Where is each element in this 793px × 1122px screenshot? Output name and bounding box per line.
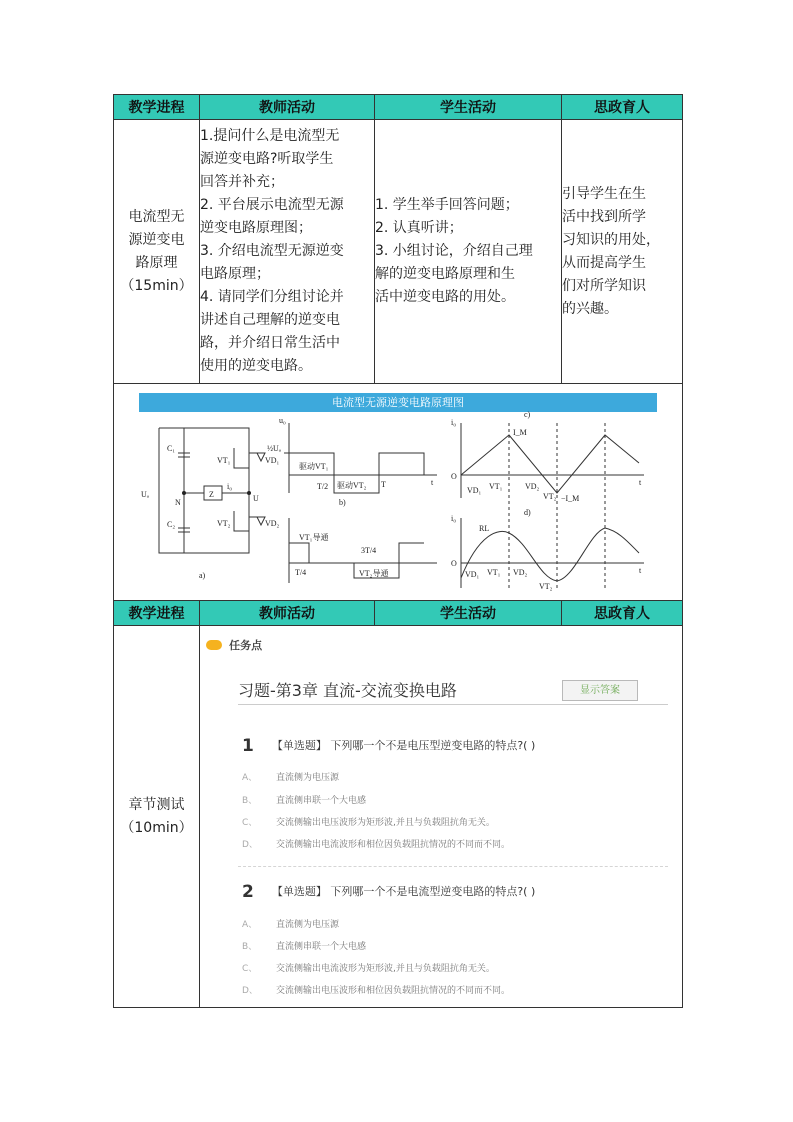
teacher-line: 2. 平台展示电流型无源	[200, 197, 344, 213]
option-b[interactable]	[242, 939, 366, 952]
stage-line: （10min）	[120, 819, 193, 836]
stage-line: 章节测试	[128, 796, 185, 813]
circuit-u-label: U	[253, 494, 259, 503]
plot-e-vt2: VT₂	[539, 582, 553, 591]
option-text: 交流侧输出电流波形和相位因负载阻抗情况的不同而不同。	[276, 840, 511, 850]
option-text: 交流侧输出电流波形为矩形波,并且与负载阻抗角无关。	[276, 964, 495, 974]
plot-e-axis-y: i₀	[451, 514, 457, 523]
quiz-title-row	[238, 678, 668, 705]
plot-e-vd1: VD₁	[465, 570, 480, 579]
option-text: 直流侧串联一个大电感	[276, 796, 367, 806]
circuit-c1-label: C₁	[167, 444, 176, 453]
question-divider	[238, 866, 668, 867]
option-letter: A、	[242, 920, 258, 930]
lesson-plan-table	[113, 94, 683, 1008]
circuit-ud-label: Uₐ	[141, 490, 149, 499]
stage-line: 路原理	[135, 254, 178, 271]
teacher-line: 使用的逆变电路。	[200, 358, 312, 374]
teacher-line: 1.提问什么是电流型无	[200, 128, 340, 144]
teacher-line: 电路原理；	[200, 266, 270, 282]
question-text: 【单选题】 下列哪一个不是电流型逆变电路的特点?( )	[271, 885, 536, 898]
option-d[interactable]	[242, 837, 510, 850]
circuit-n-label: N	[175, 498, 181, 507]
student-line: 2. 认真听讲；	[375, 220, 463, 236]
circuit-vt1-label: VT₁	[217, 456, 231, 465]
plot-b-t-half: T/2	[317, 482, 329, 491]
question-text: 【单选题】 下列哪一个不是电压型逆变电路的特点?( )	[271, 739, 536, 752]
plot-c-vt2: VT₂	[543, 492, 557, 501]
plot-c-neg-im: −I_M	[561, 494, 580, 503]
stage-line: （15min）	[120, 277, 193, 294]
chapter-quiz-cell	[200, 626, 683, 1008]
plot-d-t-quarter: T/4	[295, 568, 307, 577]
header-teacher: 教师活动	[200, 95, 375, 120]
plot-d-vt1-on: VT₁导通	[299, 533, 329, 542]
circuit-z-label: Z	[209, 490, 214, 499]
circuit-a-label: a)	[199, 571, 206, 580]
option-c[interactable]	[242, 815, 495, 828]
plot-b-label: b)	[339, 498, 346, 507]
plot-d-vt2-on: VT₂导通	[359, 569, 389, 578]
plot-e-label: d)	[524, 508, 531, 517]
option-letter: D、	[242, 986, 258, 996]
ideology-cell	[562, 120, 683, 384]
quiz-screenshot	[206, 634, 674, 996]
option-b[interactable]	[242, 793, 366, 806]
teacher-line: 逆变电路原理图；	[200, 220, 312, 236]
task-point-icon	[206, 640, 222, 650]
ideology-line: 们对所学知识	[562, 277, 646, 294]
teacher-activity-cell	[200, 120, 375, 384]
option-a[interactable]	[242, 770, 339, 783]
teacher-line: 讲述自己理解的逆变电	[200, 312, 340, 328]
plot-b-half-ud: ½Uₐ	[267, 444, 281, 453]
student-line: 3. 小组讨论，介绍自己理	[375, 243, 533, 259]
option-letter: B、	[242, 942, 258, 952]
header-student: 学生活动	[375, 601, 562, 626]
question-number: 1	[242, 736, 254, 756]
inverter-diagram	[139, 393, 657, 591]
plot-c-im: I_M	[513, 428, 527, 437]
figure-title: 电流型无源逆变电路原理图	[139, 393, 657, 412]
table-row	[114, 120, 683, 384]
option-a[interactable]	[242, 917, 339, 930]
teacher-line: 源逆变电路?听取学生	[200, 151, 334, 167]
teacher-line: 回答并补充；	[200, 174, 284, 190]
plot-b-t-full: T	[381, 480, 386, 489]
plot-e-vt1: VT₁	[487, 568, 501, 577]
plot-b-drive2: 驱动VT₂	[337, 481, 367, 490]
option-text: 直流侧串联一个大电感	[276, 942, 367, 952]
plot-e-vd2: VD₂	[513, 568, 528, 577]
option-c[interactable]	[242, 961, 495, 974]
plot-c-axis-y: i₀	[451, 418, 457, 427]
circuit-vd1-label: VD₁	[265, 456, 280, 465]
plot-c-vd1: VD₁	[467, 486, 482, 495]
option-d[interactable]	[242, 983, 510, 996]
option-letter: A、	[242, 773, 258, 783]
header-student: 学生活动	[375, 95, 562, 120]
student-line: 活中逆变电路的用处。	[375, 289, 515, 305]
table-row	[114, 626, 683, 1008]
stage-cell	[114, 626, 200, 1008]
circuit-vd2-label: VD₂	[265, 519, 280, 528]
ideology-line: 活中找到所学	[562, 208, 646, 225]
student-line: 1. 学生举手回答问题；	[375, 197, 519, 213]
plot-e-origin: O	[451, 559, 457, 568]
option-text: 交流侧输出电压波形和相位因负载阻抗情况的不同而不同。	[276, 986, 511, 996]
option-text: 直流侧为电压源	[276, 773, 340, 783]
teacher-line: 路，并介绍日常生活中	[200, 335, 340, 351]
header-stage: 教学进程	[114, 601, 200, 626]
option-letter: B、	[242, 796, 258, 806]
option-letter: C、	[242, 964, 258, 974]
figure-row	[114, 384, 683, 601]
header-ideology: 思政育人	[562, 601, 683, 626]
plot-b-axis-t: t	[431, 478, 434, 487]
ideology-line: 的兴趣。	[562, 300, 618, 317]
circuit-vt2-label: VT₂	[217, 519, 231, 528]
plot-e-rl: RL	[479, 524, 490, 533]
ideology-line: 习知识的用处，	[562, 231, 660, 248]
table-header-row	[114, 601, 683, 626]
plot-c-label: c)	[524, 410, 531, 419]
option-letter: C、	[242, 818, 258, 828]
teacher-line: 3. 介绍电流型无源逆变	[200, 243, 344, 259]
option-letter: D、	[242, 840, 258, 850]
header-stage: 教学进程	[114, 95, 200, 120]
student-line: 解的逆变电路原理和生	[375, 266, 515, 282]
stage-cell	[114, 120, 200, 384]
stage-line: 源逆变电	[128, 231, 185, 248]
plot-c-vt1: VT₁	[489, 482, 503, 491]
header-ideology: 思政育人	[562, 95, 683, 120]
teacher-line: 4. 请同学们分组讨论并	[200, 289, 344, 305]
header-teacher: 教师活动	[200, 601, 375, 626]
quiz-title: 习题-第3章 直流-交流变换电路	[238, 681, 457, 700]
plot-c-axis-t: t	[639, 478, 642, 487]
plot-e-axis-t: t	[639, 566, 642, 575]
plot-d-t-3quarter: 3T/4	[361, 546, 377, 555]
question-number: 2	[242, 882, 254, 902]
stage-line: 电流型无	[128, 208, 185, 225]
plot-c-vd2: VD₂	[525, 482, 540, 491]
ideology-line: 引导学生在生	[562, 185, 646, 202]
inverter-principle-figure	[139, 393, 657, 591]
ideology-line: 从而提高学生	[562, 254, 646, 271]
plot-b-drive1: 驱动VT₁	[299, 462, 329, 471]
option-text: 直流侧为电压源	[276, 920, 340, 930]
plot-b-axis-y: u₀	[279, 416, 286, 425]
show-answer-button[interactable]: 显示答案	[562, 680, 638, 701]
question-2	[242, 882, 535, 902]
circuit-c2-label: C₂	[167, 520, 176, 529]
option-text: 交流侧输出电压波形为矩形波,并且与负载阻抗角无关。	[276, 818, 495, 828]
question-1	[242, 736, 535, 756]
plot-c-origin: O	[451, 472, 457, 481]
circuit-io-label: i₀	[227, 482, 233, 491]
figure-cell	[114, 384, 683, 601]
student-activity-cell	[375, 120, 562, 384]
task-point-label: 任务点	[229, 638, 263, 652]
table-header-row	[114, 95, 683, 120]
